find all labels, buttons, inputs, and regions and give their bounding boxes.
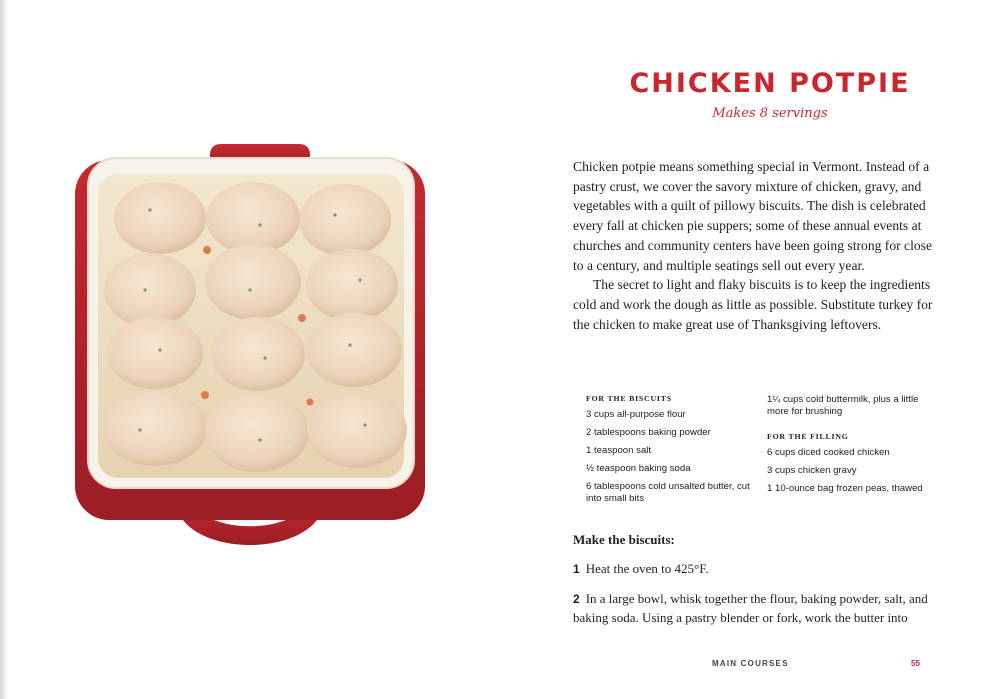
method-heading: Make the biscuits: <box>573 532 675 547</box>
ingredient-item: 6 cups diced cooked chicken <box>767 447 890 458</box>
ingredient-item: 1 teaspoon salt <box>586 445 652 456</box>
ingredient-item: ½ teaspoon baking soda <box>586 463 691 474</box>
intro-paragraph-1: Chicken potpie means something special in Vermont. Instead of a pastry crust, we cover the savory mixture of chicken, gravy, and vegetables with a quilt of pillowy biscuits. The dish is celebrated every fall at chicken pie suppers; some of these annual events at churches and community centers have been going strong for close to a century, and multiple seatings sell out every year. <box>573 159 932 273</box>
ingredients-column-2 <box>767 394 942 501</box>
ingredient-item: 3 cups all-purpose flour <box>586 409 686 420</box>
ingredient-item: 2 tablespoons baking powder <box>586 427 711 438</box>
potpie-dish-illustration <box>70 140 430 580</box>
recipe-servings: Makes 8 servings <box>712 106 828 121</box>
biscuits-heading: FOR THE BISCUITS <box>586 394 672 403</box>
method-step-2 <box>573 590 933 627</box>
step-number: 1 <box>573 562 580 576</box>
ingredient-item: 3 cups chicken gravy <box>767 465 857 476</box>
ingredient-item: 1 10-ounce bag frozen peas, thawed <box>767 483 923 494</box>
ingredient-item: 1¼ cups cold buttermilk, plus a little more for brushing <box>767 394 919 417</box>
ingredient-item: 6 tablespoons cold unsalted butter, cut into small bits <box>586 481 750 504</box>
footer-section-label: MAIN COURSES <box>712 659 789 668</box>
step-text: In a large bowl, whisk together the flour, baking powder, salt, and baking soda. Using a pastry blender or fork, work the butter into <box>573 591 928 625</box>
page-gutter-shadow <box>0 0 8 699</box>
footer-page-number: 55 <box>911 659 920 668</box>
method-step-1 <box>573 560 933 579</box>
intro-paragraph-2: The secret to light and flaky biscuits is to keep the ingredients cold and work the dough as little as possible. Substitute turkey for the chicken to make great use of Thanksgiving leftovers. <box>573 277 933 332</box>
step-text: Heat the oven to 425°F. <box>585 561 709 576</box>
recipe-intro <box>573 157 933 334</box>
filling-heading: FOR THE FILLING <box>767 432 849 441</box>
ingredients-column-1 <box>586 394 761 511</box>
step-number: 2 <box>573 592 580 606</box>
recipe-title: CHICKEN POTPIE <box>629 68 911 99</box>
